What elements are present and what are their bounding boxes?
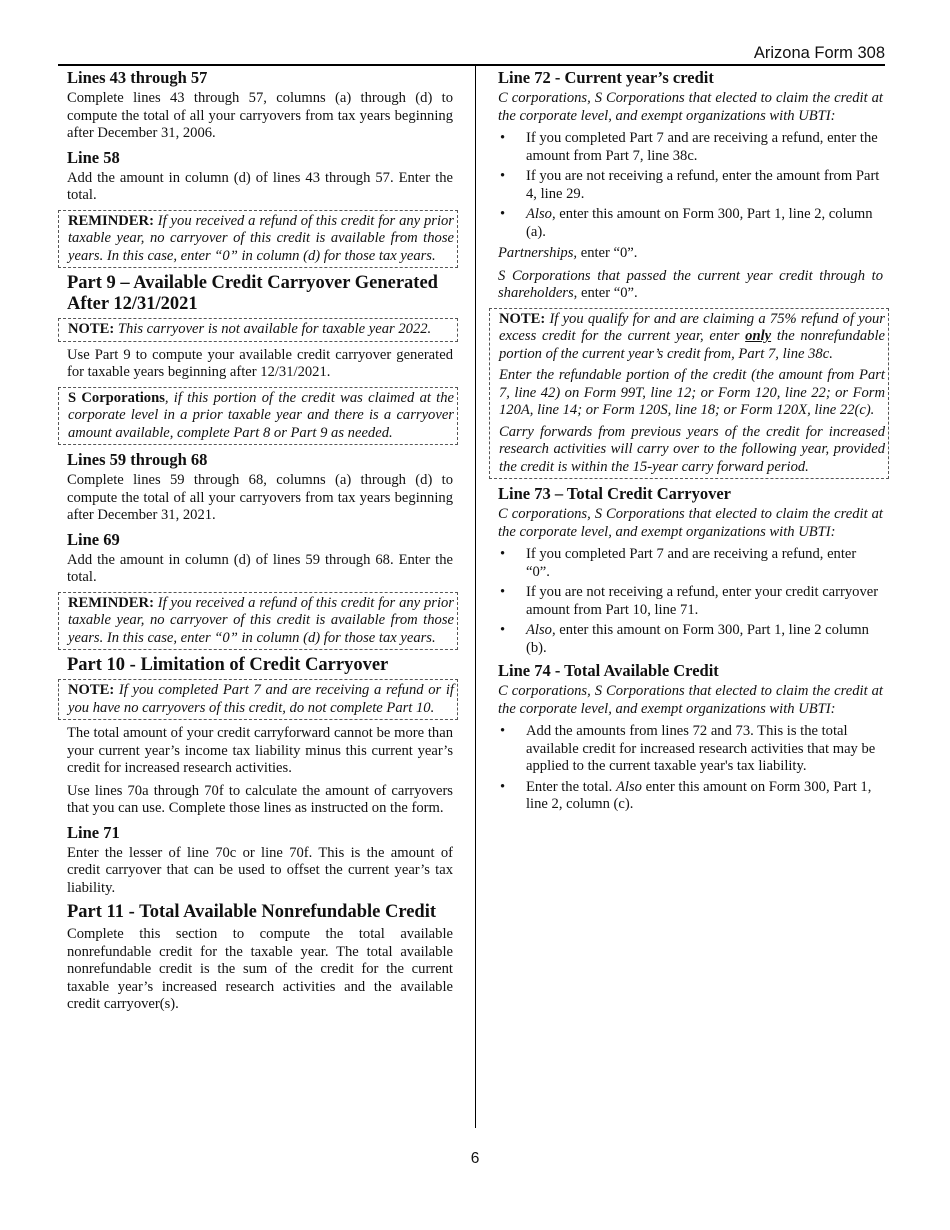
s-corporations-passthrough-text: S Corporations that passed the current year credit through to shareholders, enter “0”. — [498, 267, 883, 301]
note-label: NOTE: — [68, 682, 115, 698]
note-label: NOTE: — [68, 321, 115, 337]
note-box-part-9 — [58, 318, 458, 342]
note-label: NOTE: — [499, 310, 546, 327]
note-box-line-72: NOTE: If you qualify for and are claiming a 75% refund of your excess credit for the current year, enter only the nonrefundable portion of the current year’s credit from, Part 7, line 38c. Enter the refundable portion of the credit (the amount from Part 7, line 42) on Form 99T, line 12; or Form 120, line 22; or Form 120A, line 14; or Form 120S, line 18; or Form 120X, line 22(c). Carry forwards from previous years of the credit for increased research activities will carry over to the following year, provided the credit is within the 15-year carry forward period. — [489, 308, 889, 480]
line-58-heading: Line 58 — [67, 147, 120, 167]
s-corporations-box — [58, 387, 458, 446]
line-71-text: Enter the lesser of line 70c or line 70f. This is the amount of credit carryover that can be used to offset the current year’s tax liability. — [67, 844, 453, 896]
reminder-label: REMINDER: — [68, 594, 154, 611]
reminder-box-1 — [58, 210, 458, 269]
part-10-text-2: Use lines 70a through 70f to calculate the amount of carryovers that you can use. Complete those lines as instructed on the form. — [67, 782, 453, 816]
list-item: • Enter the total. Also enter this amount on Form 300, Part 1, line 2, column (c). — [498, 779, 883, 814]
part-9-text: Use Part 9 to compute your available credit carryover generated for taxable years beginning after 12/31/2021. — [67, 346, 453, 380]
column-divider — [475, 66, 476, 1128]
form-title: Arizona Form 308 — [58, 42, 885, 66]
note-text: If you completed Part 7 and are receiving a refund or if you have no carryovers of this credit, do not complete Part 10. — [68, 682, 454, 716]
lines-59-68-heading: Lines 59 through 68 — [67, 450, 208, 469]
left-column — [67, 66, 453, 1019]
s-corporations-text: , if this portion of the credit was claimed at the corporate level in a prior taxable year and there is a carryover amount available, complete Part 8 or Part 9 as needed. — [68, 389, 454, 441]
note-carry-forward-text: Carry forwards from previous years of the credit for increased research activities will carry over to the following year, provided the credit is within the 15-year carry forward period. — [499, 423, 885, 475]
line-72-intro: C corporations, S Corporations that elected to claim the credit at the corporate level, and exempt organizations with UBTI: — [498, 90, 883, 124]
list-item: • If you completed Part 7 and are receiving a refund, enter the amount from Part 7, line 38c. — [498, 130, 883, 165]
reminder-box-2 — [58, 592, 458, 651]
list-item: • If you completed Part 7 and are receiving a refund, enter “0”. — [498, 546, 883, 581]
list-item: • Also, enter this amount on Form 300, Part 1, line 2, column (a). — [498, 206, 883, 241]
line-73-bullets — [498, 546, 883, 657]
reminder-text: If you received a refund of this credit for any prior taxable year, no carryover of this credit is available from those years. In this case, enter “0” in column (d) for those tax years. — [68, 594, 454, 646]
list-item: • If you are not receiving a refund, enter the amount from Part 4, line 29. — [498, 168, 883, 203]
note-refundable-text: Enter the refundable portion of the credit (the amount from Part 7, line 42) on Form 99T, line 12; or Form 120, line 22; or Form 120A, line 14; or Form 120S, line 18; or Form 120X, line 22(c). — [499, 367, 885, 418]
line-74-intro: C corporations, S Corporations that elected to claim the credit at the corporate level, and exempt organizations with UBTI: — [498, 683, 883, 717]
s-corporations-label: S Corporations — [68, 389, 165, 406]
note-text: This carryover is not available for taxable year 2022. — [114, 321, 432, 337]
line-74-heading: Line 74 - Total Available Credit — [498, 661, 719, 680]
line-73-intro: C corporations, S Corporations that elected to claim the credit at the corporate level, and exempt organizations with UBTI: — [498, 506, 883, 540]
list-item: • If you are not receiving a refund, enter your credit carryover amount from Part 10, line 71. — [498, 584, 883, 619]
line-74-bullets — [498, 723, 883, 814]
right-column — [498, 66, 883, 818]
part-10-text-1: The total amount of your credit carryforward cannot be more than your current year’s income tax liability minus this current year’s credit for increased research activities. — [67, 725, 453, 776]
part-11-heading: Part 11 - Total Available Nonrefundable Credit — [67, 902, 436, 922]
reminder-text: If you received a refund of this credit for any prior taxable year, no carryover of this credit is available from those years. In this case, enter “0” in column (d) for those tax years. — [68, 212, 454, 264]
lines-43-57-heading: Lines 43 through 57 — [67, 68, 208, 87]
lines-43-57-text: Complete lines 43 through 57, columns (a) through (d) to compute the total of all your carryovers from tax years beginning after December 31, 2006. — [67, 90, 453, 141]
line-69-heading: Line 69 — [67, 529, 120, 549]
list-item: • Add the amounts from lines 72 and 73. This is the total available credit for increased research activities that may be applied to the current taxable year's tax liability. — [498, 723, 883, 776]
partnerships-text: Partnerships, enter “0”. — [498, 245, 638, 261]
part-10-heading: Part 10 - Limitation of Credit Carryover — [67, 655, 389, 675]
line-73-heading: Line 73 – Total Credit Carryover — [498, 484, 731, 503]
line-71-heading: Line 71 — [67, 822, 120, 842]
line-58-text: Add the amount in column (d) of lines 43 through 57. Enter the total. — [67, 169, 453, 203]
page-number: 6 — [470, 1150, 480, 1167]
line-69-text: Add the amount in column (d) of lines 59 through 68. Enter the total. — [67, 551, 453, 585]
lines-59-68-text: Complete lines 59 through 68, columns (a) through (d) to compute the total of all your carryovers from tax years beginning after December 31, 2021. — [67, 472, 453, 523]
line-72-heading: Line 72 - Current year’s credit — [498, 68, 714, 87]
note-box-part-10 — [58, 679, 458, 720]
part-9-heading: Part 9 – Available Credit Carryover Generated After 12/31/2021 — [67, 273, 438, 314]
list-item: • Also, enter this amount on Form 300, Part 1, line 2 column (b). — [498, 622, 883, 657]
part-11-text: Complete this section to compute the total available nonrefundable credit for the taxable year. The total available nonrefundable credit is the sum of the credit for the current taxable year’s increased research activities and the available credit carryover(s). — [67, 926, 453, 1012]
line-72-bullets — [498, 130, 883, 241]
reminder-label: REMINDER: — [68, 212, 154, 229]
only-emphasis: only — [745, 328, 772, 344]
